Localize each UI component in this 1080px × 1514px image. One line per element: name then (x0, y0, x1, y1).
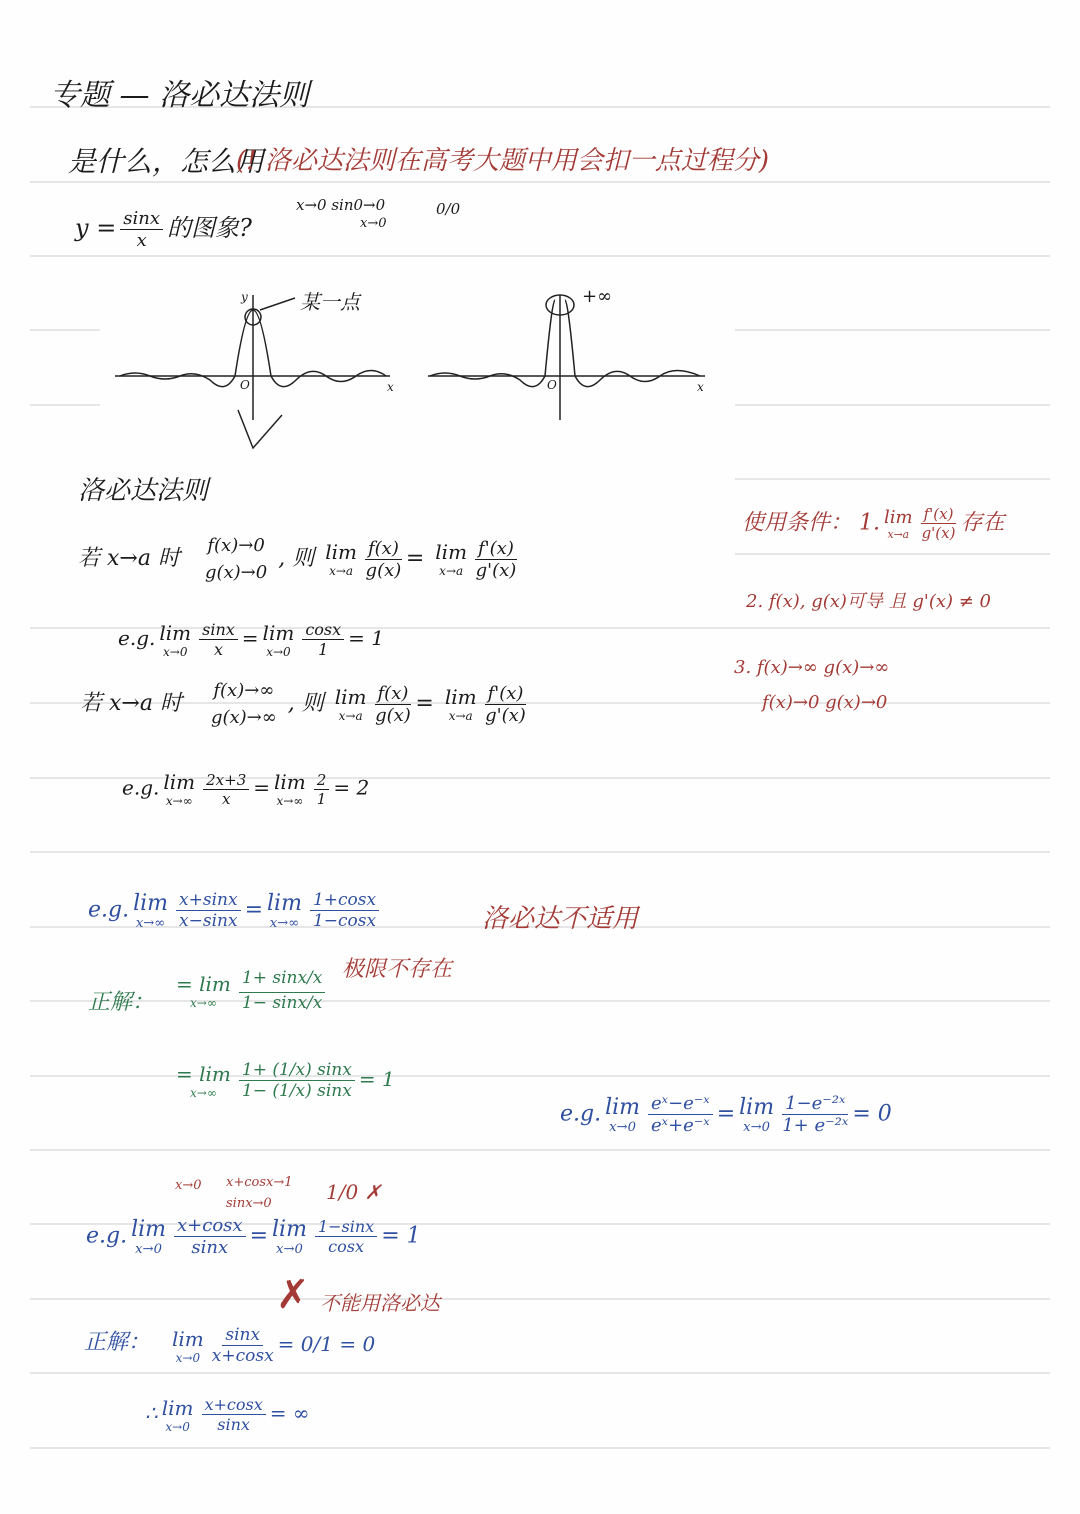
x-axis-label-2: x (697, 380, 704, 394)
example-3: e.g. lim x→∞ $\frac{x+\sin x}{x-\sin x}$ = lim x→∞ $\frac{1+\cos x}{1-\cos x}$ (88, 890, 383, 931)
example-2: e.g. lim x→∞ $\frac{2x+3}{x}$ = lim x→∞ $\frac{2}{1}$ = 2 (122, 770, 370, 808)
intro-question: 是什么，怎么用 (68, 145, 265, 178)
correct-solution-label: 正解： (88, 990, 155, 1015)
sinc-graphs (110, 280, 720, 460)
condition-2: 2. f(x), g(x)可导 且 g'(x) ≠ 0 (746, 591, 992, 612)
solution-3-step-2: = lim x→∞ $\frac{1+ (1/x) \sin x}{1- (1/x) \sin x}$ = 1 (176, 1060, 395, 1101)
rule-1: 若 x→a 时 f(x)→0 g(x)→0 , 则 lim x→a $\frac{f(x)}{g(x)}$ = lim x→a $\frac{f'(x)}{g'(x)}$ (78, 535, 517, 583)
rule-2: 若 x→a 时 f(x)→∞ g(x)→∞ , 则 lim x→a $\frac{f(x)}{g(x)}$ = lim x→a $\frac{f'(x)}{g'(x)}$ (80, 680, 526, 728)
page-title: 专题 — 洛必达法则 (50, 78, 310, 113)
zero-over-zero: 0/0 (436, 200, 461, 218)
ex5-note-3: sinx→0 (226, 1196, 272, 1211)
example-4: e.g. lim x→0 $\frac{\text{eˣ−e⁻ˣ}}{\text{eˣ+e⁻ˣ}}$ = lim x→0 $\frac{\text{1−e⁻²ˣ}}{\text{1+ e⁻²ˣ}}$ = 0 (560, 1093, 892, 1136)
usage-conditions: 使用条件： 1. lim x→a $\frac{f'(x)}{g'(x)}$ 存在 (742, 505, 1005, 542)
intro-note: (! 洛必达法则在高考大题中用会扣一点过程分) (236, 146, 770, 176)
solution-5: lim x→0 $\frac{\sin x}{x+\cos x}$ = 0/1 = 0 (172, 1325, 376, 1366)
limit-not-exist-note: 极限不存在 (342, 957, 453, 982)
limit-note-sub: x→0 (360, 216, 387, 231)
origin-label: O (240, 378, 250, 392)
not-applicable-note: 洛必达不适用 (482, 904, 639, 934)
graph-label-point: 某一点 (300, 290, 360, 314)
graph-label-infinity: +∞ (582, 286, 613, 307)
section-heading: 洛必达法则 (78, 476, 209, 506)
conclusion: ∴ lim x→0 $\frac{x+\cos x}{\sin x}$ = ∞ (145, 1395, 310, 1434)
condition-3b: f(x)→0 g(x)→0 (762, 692, 888, 713)
solution-3-step-1: = lim x→∞ $\frac{1+ \sin x/x}{1- \sin x/x}$ (172, 968, 329, 1013)
ex5-note-4: 1/0 ✗ (326, 1180, 382, 1204)
ex5-note-1: x→0 (175, 1178, 202, 1193)
y-axis-label: y (241, 290, 248, 304)
cannot-use-note: 不能用洛必达 (320, 1291, 440, 1315)
example-1: e.g. lim x→0 $\frac{\sin x}{x}$ = lim x→0 $\frac{\cos x}{1}$ = 1 (118, 620, 384, 659)
graph-question: y = $\frac{\sin x}{x}$ 的图象? (75, 208, 252, 251)
limit-note: x→0 sin0→0 (296, 196, 386, 214)
correct-solution-label-2: 正解： (84, 1330, 151, 1355)
x-axis-label: x (387, 380, 394, 394)
example-5: e.g. lim x→0 $\frac{x+\cos x}{\sin x}$ = lim x→0 $\frac{1-\sin x}{\cos x}$ = 1 (86, 1215, 421, 1258)
condition-3a: 3. f(x)→∞ g(x)→∞ (734, 657, 890, 678)
ex5-note-2: x+cosx→1 (226, 1175, 293, 1190)
cross-mark-icon: ✗ (276, 1272, 310, 1318)
origin-label-2: O (547, 378, 557, 392)
